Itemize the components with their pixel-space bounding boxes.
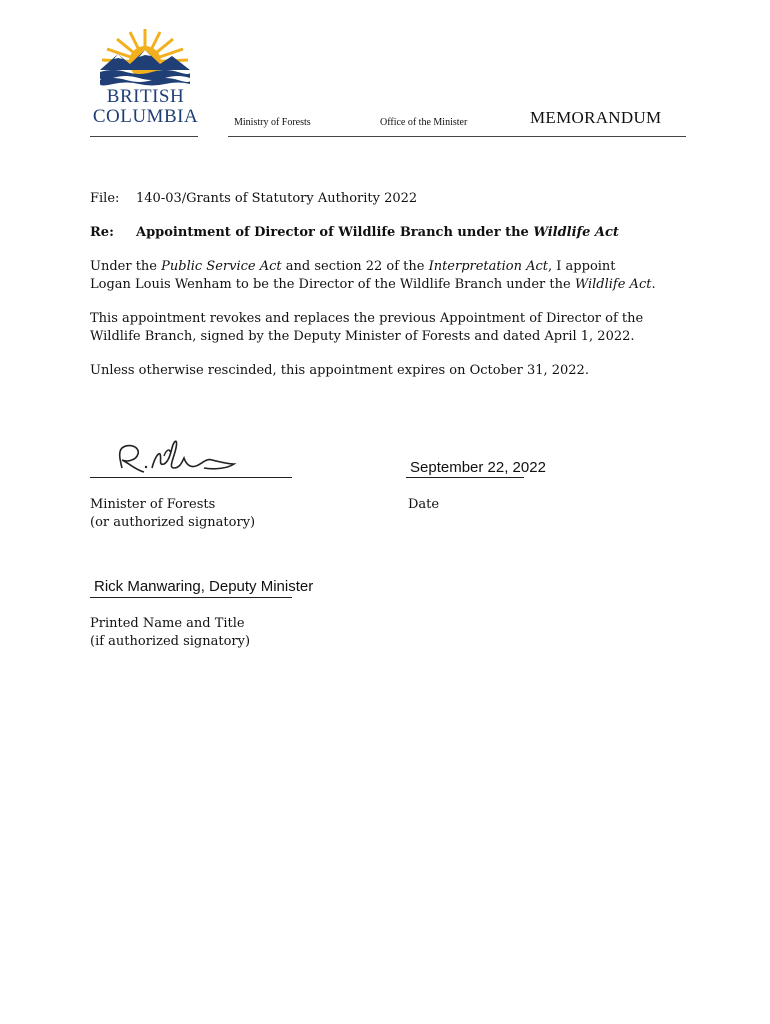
para1-text-5: . (651, 277, 656, 292)
signature-date: September 22, 2022 (410, 459, 546, 476)
expiry-paragraph: Unless otherwise rescinded, this appointment expires on October 31, 2022. (90, 363, 589, 378)
file-label: File: (90, 191, 120, 206)
para1-text-1: Under the (90, 259, 162, 274)
subject-line (136, 224, 619, 242)
printed-name-label: Printed Name and Title (90, 616, 245, 631)
document-type-title: MEMORANDUM (530, 108, 662, 127)
subject-text: Appointment of Director of Wildlife Branch under the (136, 225, 534, 240)
para1-text-3: , I appoint (548, 259, 616, 274)
logo-text-columbia: COLUMBIA (92, 106, 199, 127)
header-divider-left (90, 136, 198, 137)
signature-line (90, 477, 292, 478)
ministry-name: Ministry of Forests (234, 117, 311, 128)
authorized-signatory-note: (or authorized signatory) (90, 515, 256, 530)
date-label: Date (408, 497, 440, 512)
logo-text-british: BRITISH (106, 86, 185, 107)
para2-line-2: Wildlife Branch, signed by the Deputy Minister of Forests and dated April 1, 2022. (90, 329, 635, 344)
bc-logo (88, 26, 203, 130)
office-name: Office of the Minister (380, 117, 468, 128)
header-divider-right (228, 136, 686, 137)
revocation-paragraph (90, 310, 670, 346)
para2-line-1: This appointment revokes and replaces the previous Appointment of Director of the (90, 311, 644, 326)
printed-name-line (90, 597, 292, 598)
handwritten-signature-icon (108, 434, 238, 478)
appointment-paragraph (90, 258, 670, 294)
date-line (406, 477, 524, 478)
printed-name-value: Rick Manwaring, Deputy Minister (94, 578, 314, 595)
para1-act-3: Wildlife Act (574, 277, 652, 292)
para1-act-2: Interpretation Act (428, 259, 549, 274)
para1-act-1: Public Service Act (161, 259, 282, 274)
if-authorized-note: (if authorized signatory) (90, 634, 251, 649)
file-number: 140-03/Grants of Statutory Authority 2022 (136, 191, 418, 206)
para1-text-2: and section 22 of the (281, 259, 429, 274)
bc-logo-emblem-icon (88, 26, 203, 88)
subject-act-name: Wildlife Act (533, 225, 619, 240)
para1-text-4: Logan Louis Wenham to be the Director of the Wildlife Branch under the (90, 277, 575, 292)
signatory-label: Minister of Forests (90, 497, 216, 512)
re-label: Re: (90, 225, 114, 240)
